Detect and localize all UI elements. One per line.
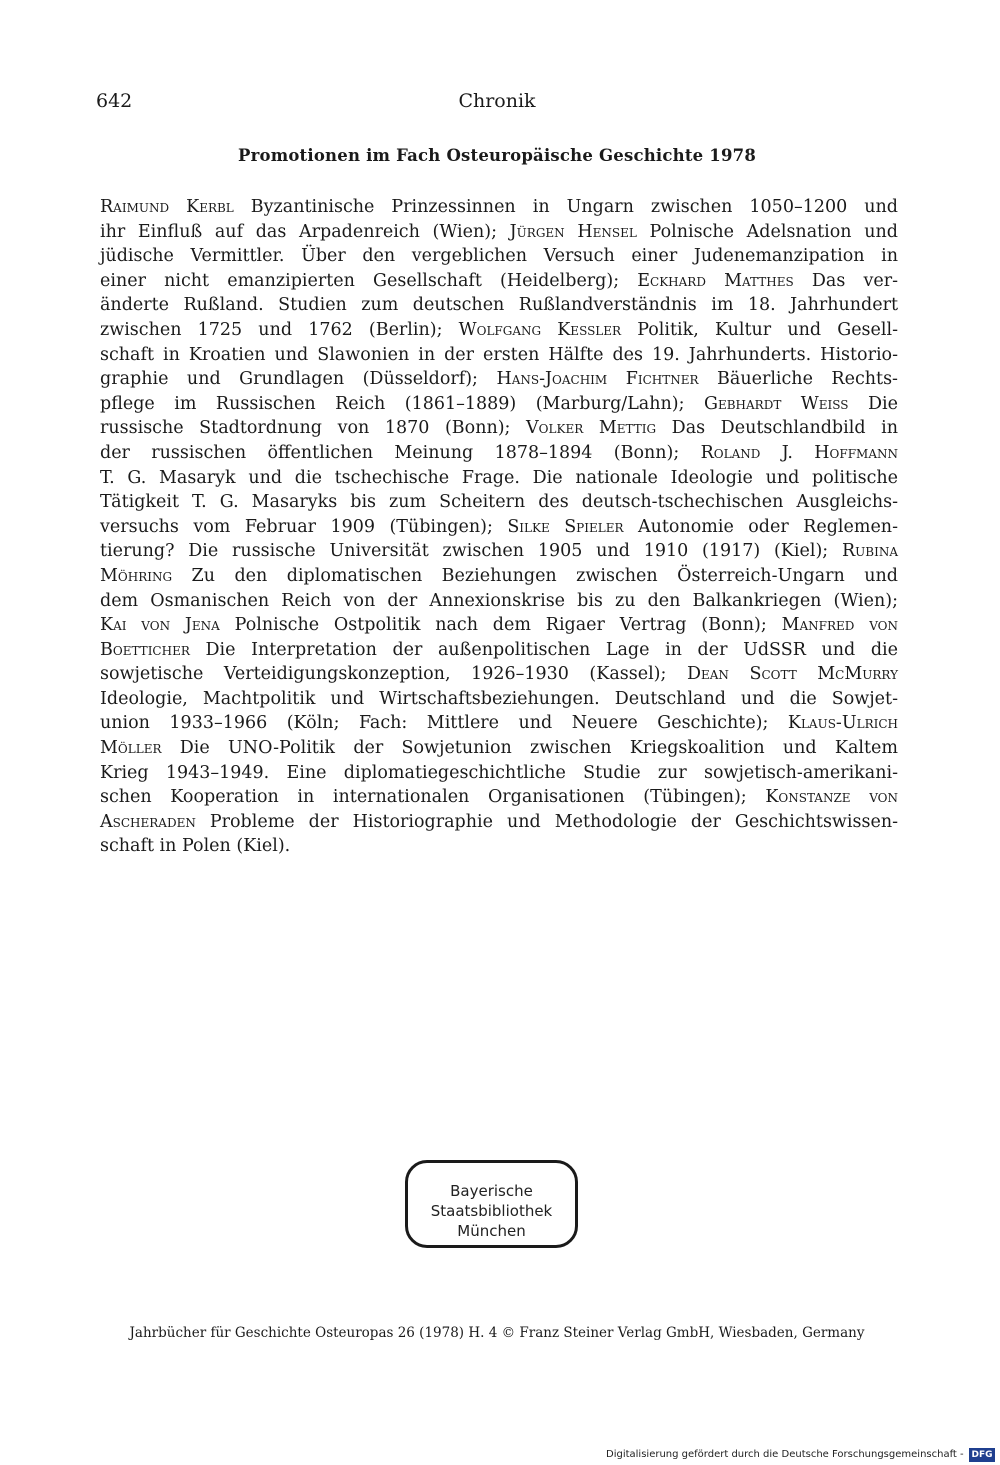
text-line (100, 613, 898, 638)
author-name: Ascheraden (100, 811, 196, 832)
publication-footer: Jahrbücher für Geschichte Osteuropas 26 (1978) H. 4 © Franz Steiner Verlag GmbH, Wiesbaden, Germany (129, 1325, 865, 1341)
text-line (100, 711, 898, 736)
dfg-logo: DFG (969, 1448, 995, 1462)
text-line (100, 810, 898, 835)
text-segment: dem Osmanischen Reich von der Annexionskrise bis zu den Balkankriegen (Wien); (100, 590, 898, 611)
text-line (100, 515, 898, 540)
text-segment: pflege im Russischen Reich (1861–1889) (Marburg/Lahn); (100, 393, 704, 414)
author-name: Klaus-Ulrich (787, 713, 898, 734)
author-name: Manfred von (781, 615, 898, 636)
text-segment: Polnische Ostpolitik nach dem Rigaer Vertrag (Bonn); (219, 615, 782, 636)
text-line (100, 293, 898, 318)
text-line (100, 589, 898, 614)
author-name: Möhring (100, 565, 173, 586)
text-line (100, 662, 898, 687)
author-name: Volker Mettig (526, 418, 657, 439)
section-heading: Promotionen im Fach Osteuropäische Geschichte 1978 (237, 146, 757, 165)
text-segment: ihr Einfluß auf das Arpadenreich (Wien); (100, 221, 510, 242)
text-segment: Die Interpretation der außenpolitischen Lage in der UdSSR und die (189, 639, 898, 660)
text-line (100, 761, 898, 786)
text-segment: russische Stadtordnung von 1870 (Bonn); (100, 418, 527, 439)
text-segment: Byzantinische Prinzessinnen in Ungarn zwischen 1050–1200 und (233, 197, 898, 217)
text-segment: sowjetische Verteidigungskonzeption, 1926–1930 (Kassel); (100, 664, 687, 685)
text-segment: Ideologie, Machtpolitik und Wirtschaftsbeziehungen. Deutschland und die Sowjet- (100, 688, 898, 709)
author-name: Eckhard Matthes (637, 270, 794, 291)
text-line (100, 416, 898, 441)
author-name: Dean Scott McMurry (686, 664, 898, 685)
text-line (100, 318, 898, 343)
author-name: Roland J. Hoffmann (700, 442, 898, 463)
text-line (100, 834, 898, 859)
text-segment: Krieg 1943–1949. Eine diplomatiegeschichtliche Studie zur sowjetisch-amerikani- (100, 762, 898, 783)
stamp-line: München (457, 1222, 526, 1240)
text-segment: Tätigkeit T. G. Masaryks bis zum Scheitern des deutsch-tschechischen Ausgleichs- (100, 492, 898, 513)
text-segment: Das Deutschlandbild in (656, 418, 898, 439)
text-segment: zwischen 1725 und 1762 (Berlin); (100, 319, 459, 340)
text-segment: schaft in Kroatien und Slawonien in der ersten Hälfte des 19. Jahrhunderts. Historio- (100, 344, 898, 365)
text-segment: T. G. Masaryk und die tschechische Frage. Die nationale Ideologie und politische (100, 467, 898, 488)
author-name: Boetticher (100, 639, 190, 660)
library-stamp (405, 1160, 578, 1248)
author-name: Wolfgang Kessler (458, 319, 622, 340)
text-line (100, 367, 898, 392)
text-segment: Zu den diplomatischen Beziehungen zwischen Österreich-Ungarn und (172, 565, 898, 586)
author-name: Gebhardt Weiss (703, 393, 849, 414)
text-line (100, 244, 898, 269)
text-line (100, 638, 898, 663)
text-segment: Bäuerliche Rechts- (698, 369, 898, 390)
author-name: Silke Spieler (507, 516, 624, 537)
page-header (96, 90, 898, 120)
author-name: Kai von Jena (100, 615, 220, 636)
stamp-line: Bayerische (450, 1182, 533, 1200)
text-segment: versuchs vom Februar 1909 (Tübingen); (100, 516, 508, 537)
author-name: Rubina (841, 541, 898, 562)
running-head: Chronik (458, 90, 536, 112)
text-segment: Autonomie oder Reglemen- (623, 516, 898, 537)
text-segment: Probleme der Historiographie und Methodologie der Geschichtswissen- (195, 811, 898, 832)
digitization-note (600, 1447, 995, 1463)
text-segment: Die (848, 393, 898, 414)
text-line (100, 490, 898, 515)
text-segment: einer nicht emanzipierten Gesellschaft (Heidelberg); (100, 270, 638, 291)
text-segment: Politik, Kultur und Gesell- (621, 319, 898, 340)
text-line (100, 220, 898, 245)
text-line (100, 736, 898, 761)
text-line (100, 687, 898, 712)
text-line (100, 269, 898, 294)
author-name: Raimund Kerbl (100, 197, 234, 217)
stamp-line: Staatsbibliothek (430, 1202, 553, 1220)
text-line (100, 785, 898, 810)
text-segment: graphie und Grundlagen (Düsseldorf); (100, 369, 497, 390)
author-name: Hans-Joachim Fichtner (496, 369, 699, 390)
text-segment: Polnische Adelsnation und (636, 221, 898, 242)
text-line (100, 392, 898, 417)
text-segment: änderte Rußland. Studien zum deutschen Rußlandverständnis im 18. Jahrhundert (100, 295, 898, 316)
text-segment: der russischen öffentlichen Meinung 1878–1894 (Bonn); (100, 442, 701, 463)
author-name: Konstanze von (765, 787, 898, 808)
text-line (100, 539, 898, 564)
body-text (100, 195, 898, 859)
text-line (100, 441, 898, 466)
text-segment: schen Kooperation in internationalen Organisationen (Tübingen); (100, 787, 766, 808)
text-line (100, 466, 898, 491)
text-segment: schaft in Polen (Kiel). (100, 836, 291, 857)
digitization-label: Digitalisierung gefördert durch die Deutsche Forschungsgemeinschaft - (606, 1449, 964, 1460)
text-segment: jüdische Vermittler. Über den vergeblichen Versuch einer Judenemanzipation in (100, 246, 898, 267)
text-line (100, 343, 898, 368)
author-name: Möller (100, 738, 162, 759)
text-segment: tierung? Die russische Universität zwischen 1905 und 1910 (1917) (Kiel); (100, 541, 842, 562)
text-segment: Die UNO-Politik der Sowjetunion zwischen Kriegskoalition und Kaltem (161, 738, 898, 759)
author-name: Jürgen Hensel (509, 221, 637, 242)
text-line (100, 564, 898, 589)
text-segment: union 1933–1966 (Köln; Fach: Mittlere und Neuere Geschichte); (100, 713, 788, 734)
page-number: 642 (96, 90, 133, 112)
text-line (100, 195, 898, 220)
text-segment: Das ver- (793, 270, 898, 291)
